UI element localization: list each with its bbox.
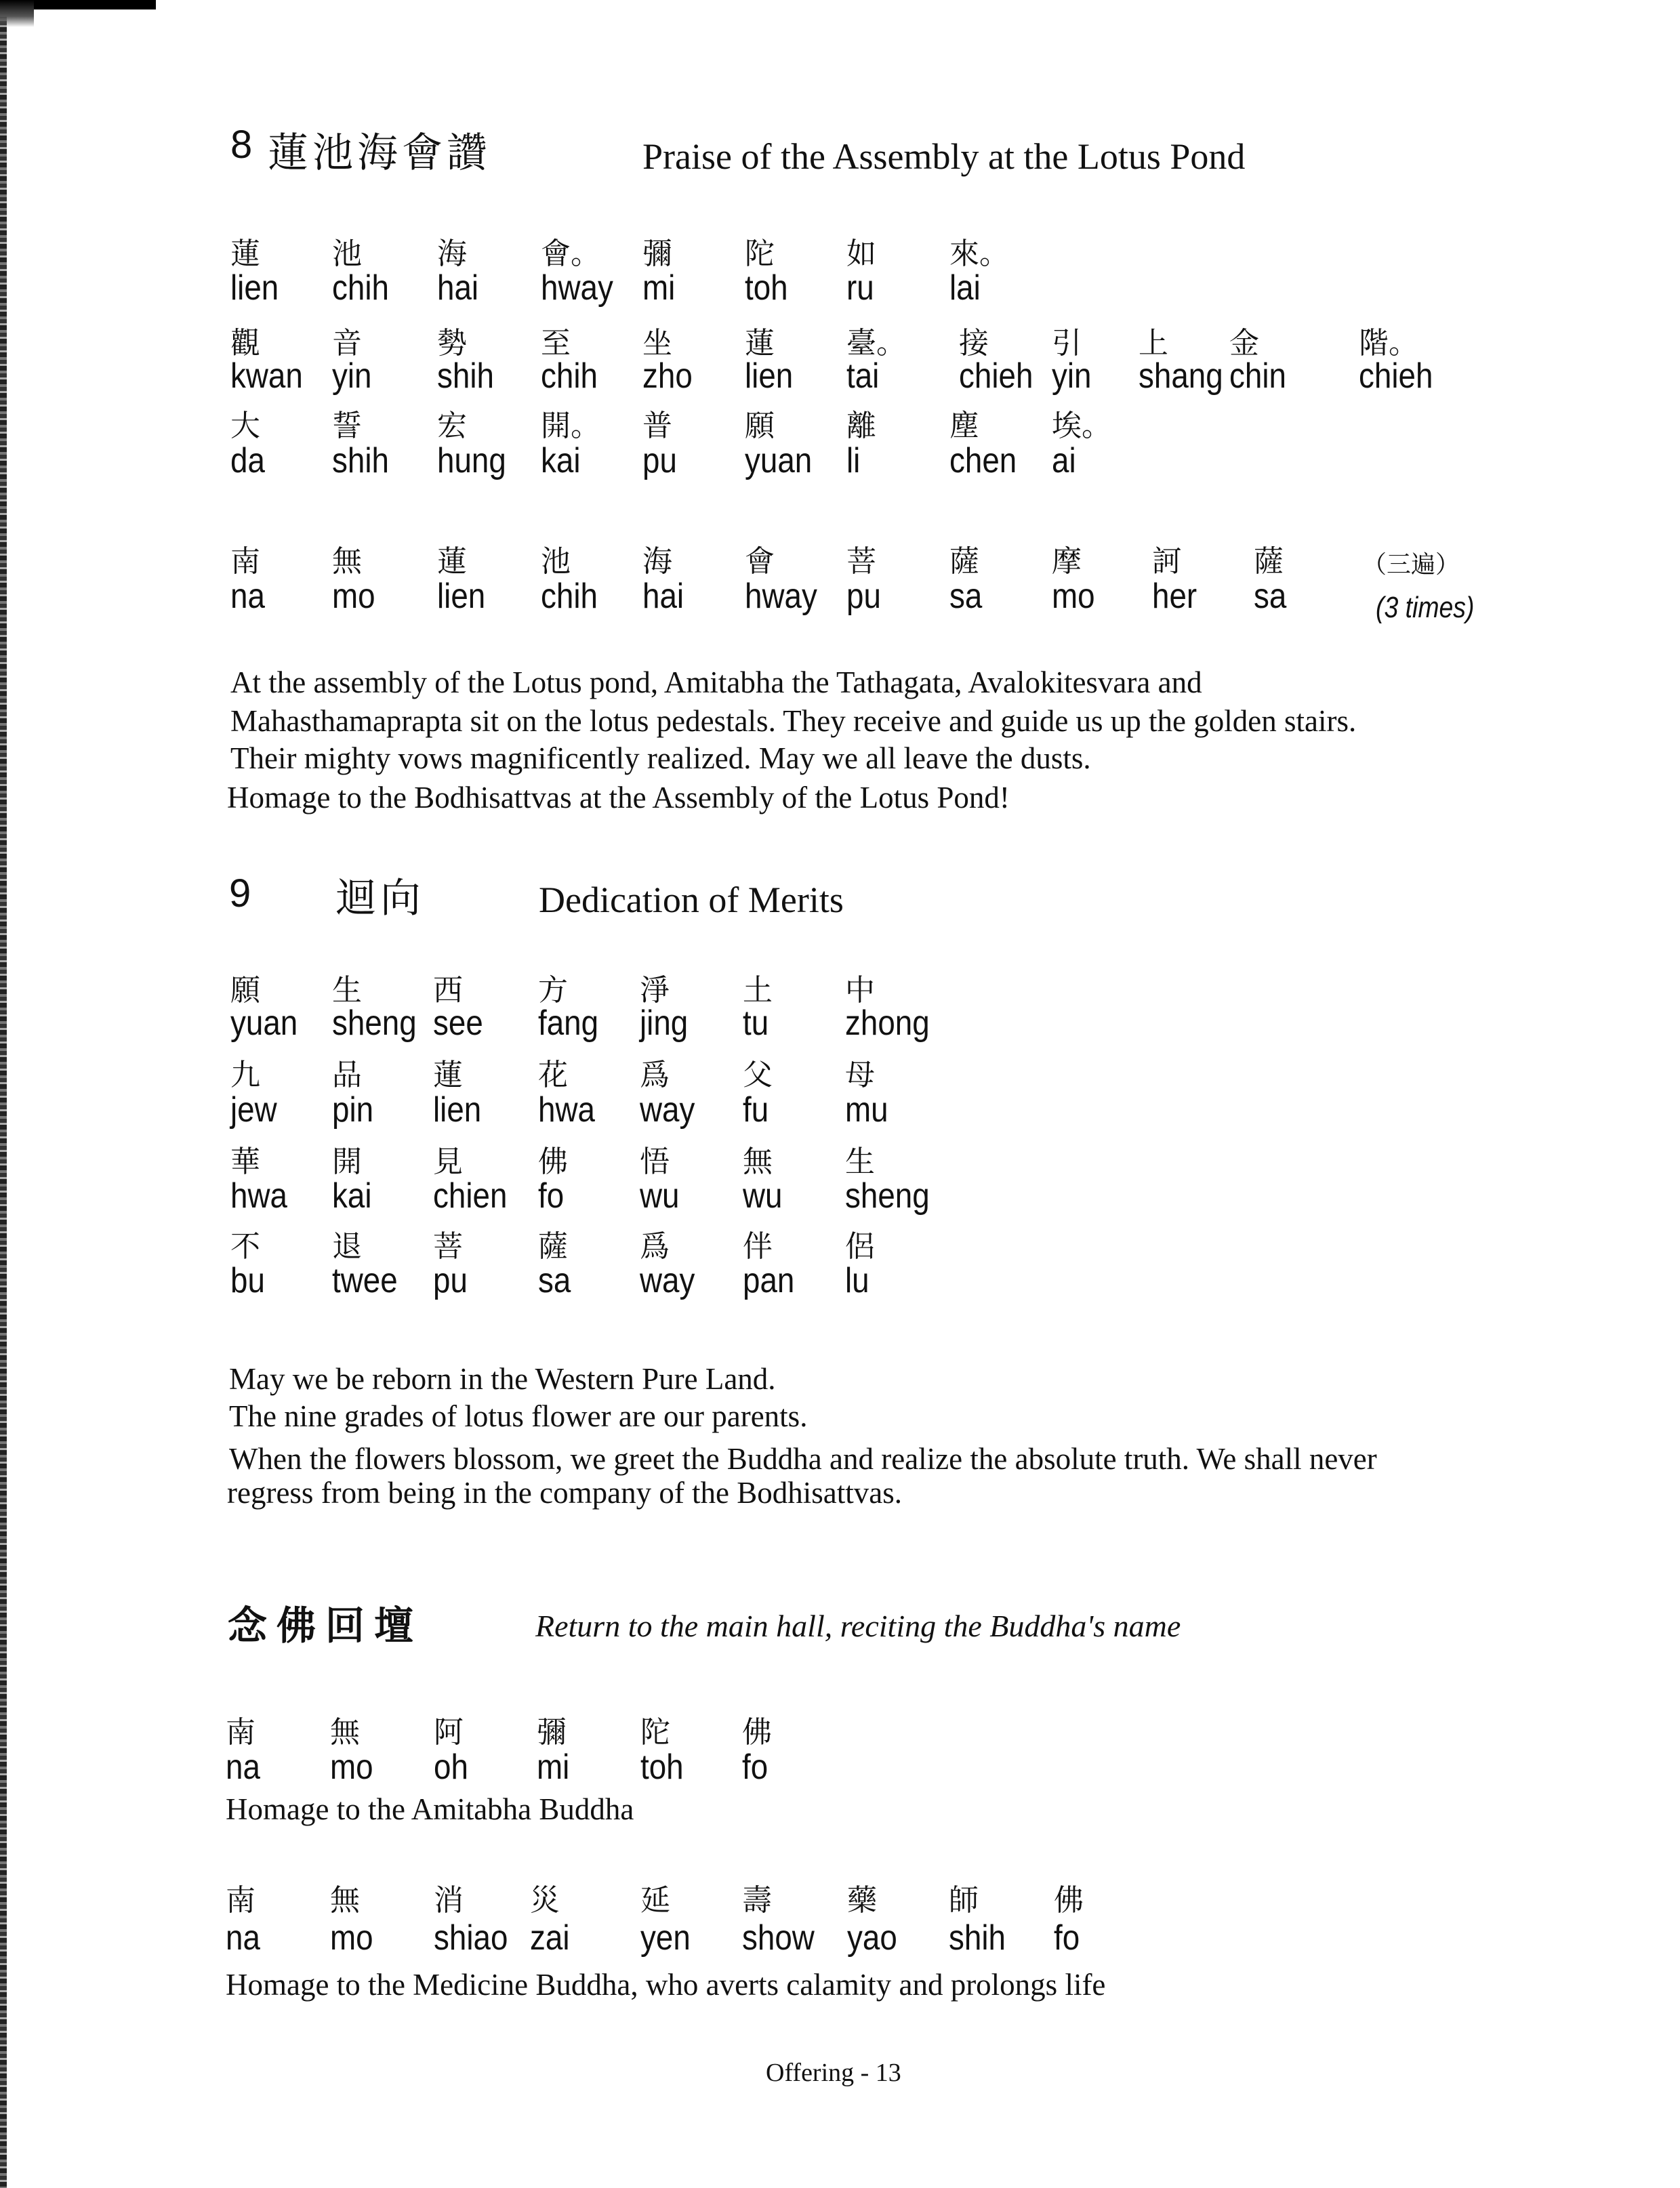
pinyin-syllable: na (226, 1918, 260, 1958)
pinyin-syllable: fo (1054, 1918, 1080, 1958)
translation-line: Their mighty vows magnificently realized. May we all leave the dusts. (230, 741, 1091, 775)
chinese-character: 願 (745, 409, 775, 443)
chinese-character: 中 (845, 973, 875, 1008)
chinese-character: 至 (541, 326, 571, 360)
section-chinese-title: 蓮池海會讚 (268, 129, 491, 177)
pinyin-syllable: kai (332, 1176, 372, 1216)
pinyin-syllable: toh (640, 1748, 684, 1787)
pinyin-syllable: mo (330, 1748, 373, 1787)
pinyin-syllable: jing (640, 1004, 689, 1043)
pinyin-syllable: yin (332, 356, 372, 396)
section-number: 9 (229, 871, 251, 915)
pinyin-syllable: mo (332, 577, 375, 616)
pinyin-syllable: lu (845, 1261, 869, 1300)
pinyin-syllable: shang (1139, 356, 1223, 396)
chinese-character: 師 (949, 1883, 979, 1918)
medicine-translation: Homage to the Medicine Buddha, who averts calamity and prolongs life (226, 1968, 1106, 2002)
chinese-character: 池 (332, 236, 362, 271)
chinese-character: 池 (541, 544, 571, 579)
pinyin-syllable: fo (742, 1748, 769, 1787)
chinese-character: 無 (332, 544, 362, 579)
chinese-character: 開。 (541, 409, 600, 443)
chinese-character: 西 (433, 973, 463, 1008)
chinese-character: 佛 (742, 1715, 772, 1750)
pinyin-syllable: hway (541, 268, 613, 308)
chinese-character: 阿 (434, 1715, 464, 1750)
pinyin-syllable: pan (743, 1261, 795, 1300)
pinyin-syllable: da (230, 441, 265, 480)
section-chinese-title: 念佛回壇 (228, 1603, 424, 1649)
chinese-character: 臺。 (846, 326, 906, 360)
chinese-character: 願 (230, 973, 260, 1008)
chinese-character: 母 (845, 1058, 875, 1092)
pinyin-syllable: chin (1229, 356, 1286, 396)
pinyin-syllable: chien (433, 1176, 508, 1216)
pinyin-syllable: pu (642, 441, 677, 480)
chinese-character: 接 (959, 326, 989, 360)
chinese-character: 上 (1139, 326, 1168, 360)
chinese-character: 埃。 (1052, 409, 1111, 443)
pinyin-syllable: shih (949, 1918, 1006, 1958)
pinyin-syllable: wu (743, 1176, 783, 1216)
pinyin-syllable: pin (332, 1090, 374, 1130)
chinese-character: 薩 (1254, 544, 1284, 579)
translation-line: Homage to the Bodhisattvas at the Assembly of the Lotus Pond! (227, 781, 1010, 814)
chinese-character: 爲 (640, 1058, 670, 1092)
chinese-character: 摩 (1052, 544, 1082, 579)
chinese-character: 品 (332, 1058, 362, 1092)
chinese-character: 引 (1052, 326, 1082, 360)
pinyin-syllable: ai (1052, 441, 1076, 480)
translation-line: Mahasthamaprapta sit on the lotus pedestals. They receive and guide us up the golden stairs. (230, 704, 1357, 738)
chinese-character: 南 (226, 1883, 255, 1918)
pinyin-syllable: shih (332, 441, 389, 480)
pinyin-syllable: hai (437, 268, 479, 308)
chinese-character: 薩 (949, 544, 979, 579)
chinese-character: 坐 (642, 326, 672, 360)
chinese-character: 南 (226, 1715, 255, 1750)
chinese-character: 離 (846, 409, 876, 443)
chinese-character: 塵 (949, 409, 979, 443)
chinese-character: 會 (745, 544, 775, 579)
chinese-character: 生 (845, 1144, 875, 1179)
chinese-character: 大 (230, 409, 260, 443)
pinyin-syllable: sheng (845, 1176, 930, 1216)
pinyin-syllable: her (1152, 577, 1197, 616)
pinyin-syllable: way (640, 1261, 695, 1300)
pinyin-syllable: lien (745, 356, 794, 396)
pinyin-syllable: way (640, 1090, 695, 1130)
chinese-character: 訶 (1152, 544, 1182, 579)
chinese-character: 彌 (537, 1715, 567, 1750)
chinese-character: 土 (743, 973, 773, 1008)
pinyin-syllable: hwa (538, 1090, 595, 1130)
chinese-character: 蓮 (433, 1058, 463, 1092)
section-english-title: Return to the main hall, reciting the Buddha's name (535, 1609, 1181, 1643)
pinyin-syllable: twee (332, 1261, 398, 1300)
pinyin-syllable: chih (541, 356, 598, 396)
pinyin-syllable: tu (743, 1004, 769, 1043)
chinese-character: 見 (433, 1144, 463, 1179)
chinese-character: 退 (332, 1229, 362, 1264)
pinyin-syllable: jew (230, 1090, 277, 1130)
chinese-character: 觀 (230, 326, 260, 360)
chinese-character: 會。 (541, 236, 600, 271)
chinese-character: 階。 (1359, 326, 1418, 360)
chinese-character: 無 (743, 1144, 773, 1179)
chinese-character: 菩 (433, 1229, 463, 1264)
pinyin-syllable: kwan (230, 356, 303, 396)
pinyin-syllable: pu (846, 577, 881, 616)
section-english-title: Dedication of Merits (539, 880, 844, 920)
chinese-character: 生 (332, 973, 362, 1008)
section-english-title: Praise of the Assembly at the Lotus Pond (642, 136, 1246, 177)
chinese-character: 華 (230, 1144, 260, 1179)
chinese-character: 海 (642, 544, 672, 579)
section-chinese-title: 迴向 (335, 875, 425, 922)
chinese-character: 延 (640, 1883, 670, 1918)
chinese-character: 普 (642, 409, 672, 443)
chinese-character: 如 (846, 236, 876, 271)
pinyin-syllable: lien (230, 268, 279, 308)
pinyin-syllable: hway (745, 577, 817, 616)
pinyin-syllable: oh (434, 1748, 468, 1787)
pinyin-syllable: hung (437, 441, 506, 480)
scan-edge-left (0, 0, 7, 2188)
chinese-character: 九 (230, 1058, 260, 1092)
chinese-character: 花 (538, 1058, 568, 1092)
chinese-character: 壽 (742, 1883, 772, 1918)
pinyin-syllable: yao (847, 1918, 897, 1958)
pinyin-syllable: li (846, 441, 861, 480)
page-footer: Offering - 13 (766, 2059, 901, 2087)
pinyin-syllable: see (433, 1004, 483, 1043)
translation-line: May we be reborn in the Western Pure Land. (229, 1362, 776, 1396)
pinyin-syllable: chih (541, 577, 598, 616)
chinese-character: 藥 (847, 1883, 877, 1918)
pinyin-syllable: tai (846, 356, 880, 396)
pinyin-syllable: mu (845, 1090, 888, 1130)
chinese-character: 開 (332, 1144, 362, 1179)
chinese-character: 消 (434, 1883, 464, 1918)
chinese-character: 海 (437, 236, 467, 271)
pinyin-syllable: lai (949, 268, 981, 308)
chinese-character: 悟 (640, 1144, 670, 1179)
pinyin-syllable: ru (846, 268, 874, 308)
chinese-character: 伴 (743, 1229, 773, 1264)
pinyin-syllable: lien (437, 577, 486, 616)
pinyin-syllable: chieh (1359, 356, 1433, 396)
chinese-character: 父 (743, 1058, 773, 1092)
pinyin-syllable: fo (538, 1176, 565, 1216)
repeat-english: (3 times) (1376, 591, 1475, 624)
chinese-character: 陀 (640, 1715, 670, 1750)
pinyin-syllable: fang (538, 1004, 599, 1043)
pinyin-syllable: chih (332, 268, 389, 308)
repeat-chinese: （三遍） (1362, 551, 1460, 579)
pinyin-syllable: sa (538, 1261, 571, 1300)
chinese-character: 無 (330, 1883, 360, 1918)
pinyin-syllable: toh (745, 268, 788, 308)
pinyin-syllable: hwa (230, 1176, 287, 1216)
chinese-character: 不 (230, 1229, 260, 1264)
pinyin-syllable: chen (949, 441, 1017, 480)
pinyin-syllable: fu (743, 1090, 769, 1130)
pinyin-syllable: yen (640, 1918, 691, 1958)
pinyin-syllable: kai (541, 441, 581, 480)
chinese-character: 彌 (642, 236, 672, 271)
chinese-character: 爲 (640, 1229, 670, 1264)
pinyin-syllable: hai (642, 577, 684, 616)
pinyin-syllable: shih (437, 356, 494, 396)
section-number: 8 (230, 123, 253, 167)
chinese-character: 淨 (640, 973, 670, 1008)
chinese-character: 佛 (1054, 1883, 1084, 1918)
pinyin-syllable: sa (949, 577, 983, 616)
pinyin-syllable: na (230, 577, 265, 616)
pinyin-syllable: zho (642, 356, 693, 396)
translation-line: regress from being in the company of the Bodhisattvas. (227, 1476, 903, 1510)
pinyin-syllable: chieh (959, 356, 1033, 396)
pinyin-syllable: yin (1052, 356, 1092, 396)
chinese-character: 薩 (538, 1229, 568, 1264)
pinyin-syllable: mi (537, 1748, 570, 1787)
amitabha-translation: Homage to the Amitabha Buddha (226, 1792, 634, 1826)
translation-line: At the assembly of the Lotus pond, Amitabha the Tathagata, Avalokitesvara and (230, 665, 1202, 699)
chinese-character: 方 (538, 973, 568, 1008)
pinyin-syllable: yuan (745, 441, 813, 480)
pinyin-syllable: wu (640, 1176, 680, 1216)
chinese-character: 佛 (538, 1144, 568, 1179)
translation-line: The nine grades of lotus flower are our parents. (229, 1399, 808, 1433)
chinese-character: 音 (332, 326, 362, 360)
pinyin-syllable: bu (230, 1261, 265, 1300)
chinese-character: 宏 (437, 409, 467, 443)
chinese-character: 南 (230, 544, 260, 579)
pinyin-syllable: mo (1052, 577, 1095, 616)
chinese-character: 災 (530, 1883, 560, 1918)
pinyin-syllable: mi (642, 268, 676, 308)
pinyin-syllable: pu (433, 1261, 468, 1300)
pinyin-syllable: zhong (845, 1004, 930, 1043)
chinese-character: 誓 (332, 409, 362, 443)
pinyin-syllable: sa (1254, 577, 1287, 616)
translation-line: When the flowers blossom, we greet the Buddha and realize the absolute truth. We shall never (229, 1442, 1377, 1476)
chinese-character: 菩 (846, 544, 876, 579)
pinyin-syllable: lien (433, 1090, 482, 1130)
pinyin-syllable: shiao (434, 1918, 508, 1958)
pinyin-syllable: yuan (230, 1004, 298, 1043)
chinese-character: 蓮 (230, 236, 260, 271)
chinese-character: 蓮 (745, 326, 775, 360)
chinese-character: 來。 (949, 236, 1009, 271)
pinyin-syllable: mo (330, 1918, 373, 1958)
pinyin-syllable: show (742, 1918, 815, 1958)
chinese-character: 蓮 (437, 544, 467, 579)
chinese-character: 侶 (845, 1229, 875, 1264)
scan-corner (0, 0, 34, 27)
pinyin-syllable: zai (530, 1918, 570, 1958)
chinese-character: 金 (1229, 326, 1259, 360)
chinese-character: 陀 (745, 236, 775, 271)
chinese-character: 無 (330, 1715, 360, 1750)
pinyin-syllable: na (226, 1748, 260, 1787)
pinyin-syllable: sheng (332, 1004, 417, 1043)
chinese-character: 勢 (437, 326, 467, 360)
